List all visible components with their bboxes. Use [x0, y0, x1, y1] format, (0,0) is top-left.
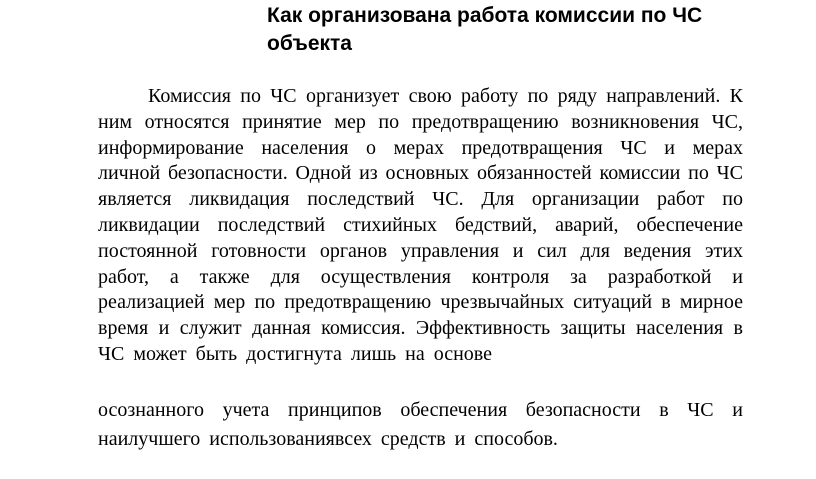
- paragraph-line: работ, а также для осуществления контроля за разработкой и: [98, 265, 743, 288]
- document-title: [267, 2, 787, 58]
- paragraph-line: Комиссия по ЧС организует свою работу по ряду направлений. К: [148, 85, 743, 107]
- paragraph-line: личной безопасности. Одной из основных обязанностей комиссии по ЧС: [98, 162, 743, 185]
- body-paragraph-2: [98, 396, 743, 454]
- paragraph-line: ликвидации последствий стихийных бедствий, аварий, обеспечение: [98, 213, 743, 236]
- paragraph-line: является ликвидация последствий ЧС. Для организации работ по: [98, 188, 743, 211]
- paragraph-line: осознанного учета принципов обеспечения безопасности в ЧС и: [98, 399, 743, 421]
- paragraph-line: время и служит данная комиссия. Эффективность защиты населения в: [98, 317, 743, 340]
- body-paragraph-1: [98, 84, 743, 368]
- paragraph-line: ЧС может быть достигнута лишь на основе: [98, 342, 492, 365]
- paragraph-line: информирование населения о мерах предотвращения ЧС и мерах: [98, 136, 743, 159]
- paragraph-line: постоянной готовности органов управления и сил для ведения этих: [98, 239, 743, 262]
- paragraph-line: наилучшего использованиявсех средств и способов.: [98, 428, 558, 450]
- title-line-1: Как организована работа комиссии по ЧС: [267, 4, 703, 27]
- paragraph-line: реализацией мер по предотвращению чрезвычайных ситуаций в мирное: [98, 291, 743, 314]
- paragraph-line: ним относятся принятие мер по предотвращению возникновения ЧС,: [98, 110, 743, 133]
- title-line-2: объекта: [267, 32, 352, 55]
